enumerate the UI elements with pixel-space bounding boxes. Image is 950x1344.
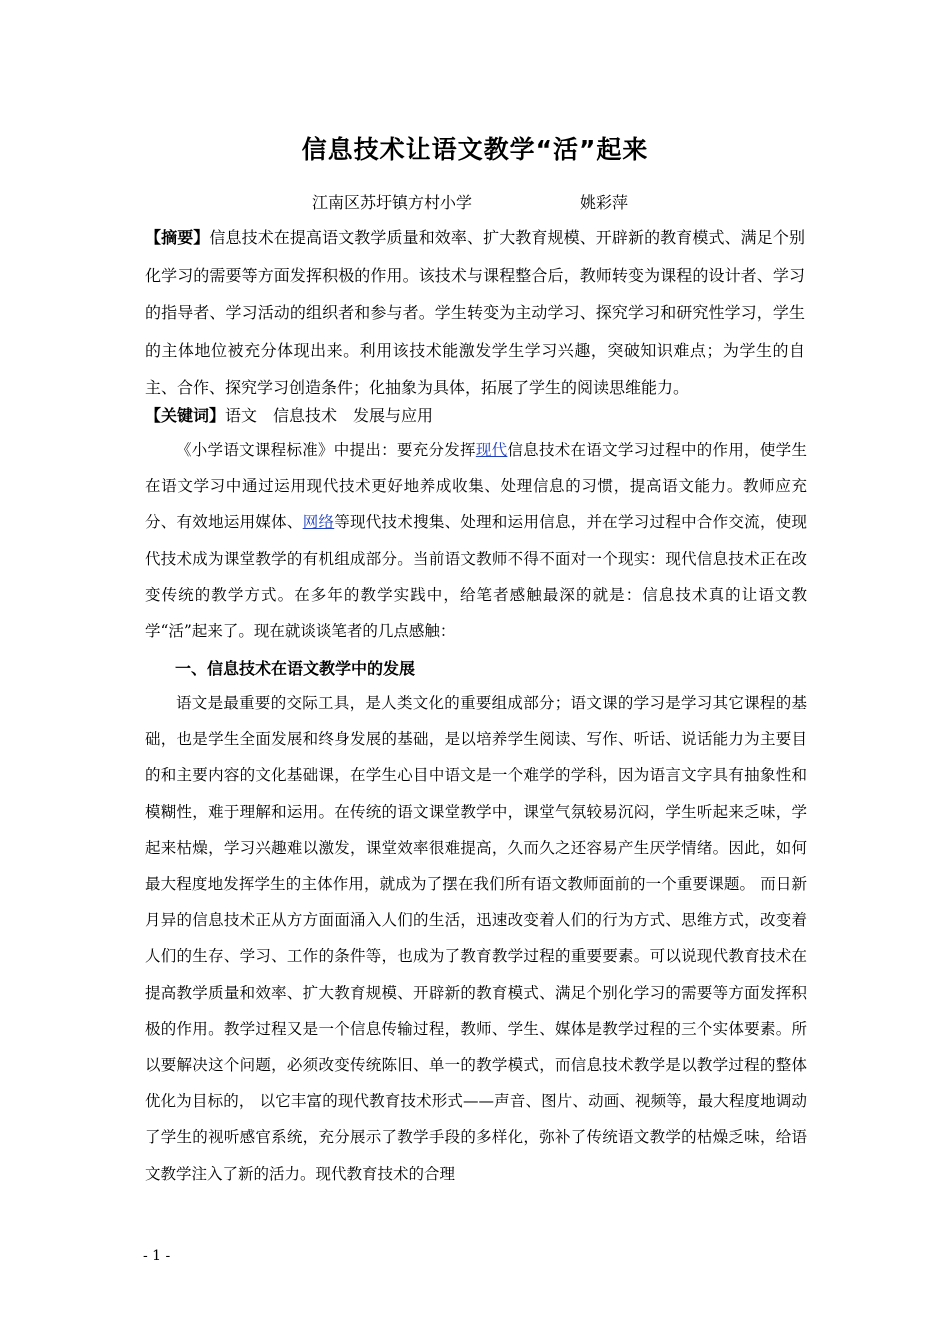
author-school: 江南区苏圩镇方村小学 (312, 193, 473, 212)
keywords (145, 402, 805, 430)
link-modern[interactable]: 现代 (475, 441, 508, 459)
keyword: 信息技术 (273, 406, 338, 425)
intro-text-c: 等现代技术搜集、处理和运用信息，并在学习过程中合作交流，使现代技术成为课堂教学的有机组成部分。当前语文教师不得不面对一个现实：现代信息技术正在改变传统的教学方式。在多年的教学实践中，给笔者感触最深的就是：信息技术真的让语文教学“活”起来了。现在就谈谈笔者的几点感触： (145, 513, 807, 641)
document-title: 信息技术让语文教学“活”起来 (301, 135, 649, 164)
page-number: - 1 - (143, 1248, 171, 1264)
keyword: 语文 (225, 406, 258, 425)
abstract-label: 【摘要】 (145, 228, 210, 247)
abstract (145, 219, 805, 407)
link-network[interactable]: 网络 (302, 513, 335, 532)
section-paragraph: 语文是最重要的交际工具，是人类文化的重要组成部分；语文课的学习是学习其它课程的基础，也是学生全面发展和终身发展的基础，是以培养学生阅读、写作、听话、说话能力为主要目的和主要内容的文化基础课，在学生心目中语文是一个难学的学科，因为语言文字具有抽象性和模糊性，难于理解和运用。在传统的语文课堂教学中，课堂气氛较易沉闷，学生听起来乏味，学起来枯燥，学习兴趣难以激发，课堂效率很难提高，久而久之还容易产生厌学情绪。因此，如何最大程度地发挥学生的主体作用，就成为了摆在我们所有语文教师面前的一个重要课题。 而日新月异的信息技术正从方方面面涌入人们的生活，迅速改变着人们的行为方式、思维方式，改变着人们的生存、学习、工作的条件等，也成为了教育教学过程的重要要素。可以说现代教育技术在提高教学质量和效率、扩大教育规模、开辟新的教育模式、满足个别化学习的需要等方面发挥积极的作用。教学过程又是一个信息传输过程，教师、学生、媒体是教学过程的三个实体要素。所以要解决这个问题，必须改变传统陈旧、单一的教学模式，而信息技术教学是以教学过程的整体优化为目标的， 以它丰富的现代教育技术形式——声音、图片、动画、视频等，最大程度地调动了学生的视听感官系统，充分展示了教学手段的多样化，弥补了传统语文教学的枯燥乏味，给语文教学注入了新的活力。现代教育技术的合理 (145, 694, 807, 1183)
intro-text-a: 《小学语文课程标准》中提出：要充分发挥 (176, 441, 476, 459)
author-name: 姚彩萍 (580, 193, 629, 212)
section-heading: 一、信息技术在语文教学中的发展 (175, 659, 416, 678)
keywords-label: 【关键词】 (145, 406, 226, 425)
keyword: 发展与应用 (353, 406, 434, 425)
intro-paragraph (145, 432, 807, 649)
intro-text-b: 信息技术在语文学习过程中的作用，使学生在语文学习中通过运用现代技术更好地养成收集、处理信息的习惯，提高语文能力。教师应充分、有效地运用媒体、 (145, 441, 807, 532)
abstract-text: 信息技术在提高语文教学质量和效率、扩大教育规模、开辟新的教育模式、满足个别化学习的需要等方面发挥积极的作用。该技术与课程整合后，教师转变为课程的设计者、学习的指导者、学习活动的组织者和参与者。学生转变为主动学习、探究学习和研究性学习，学生的主体地位被充分体现出来。利用该技术能激发学生学习兴趣，突破知识难点；为学生的自主、合作、探究学习创造条件；化抽象为具体，拓展了学生的阅读思维能力。 (145, 228, 805, 398)
